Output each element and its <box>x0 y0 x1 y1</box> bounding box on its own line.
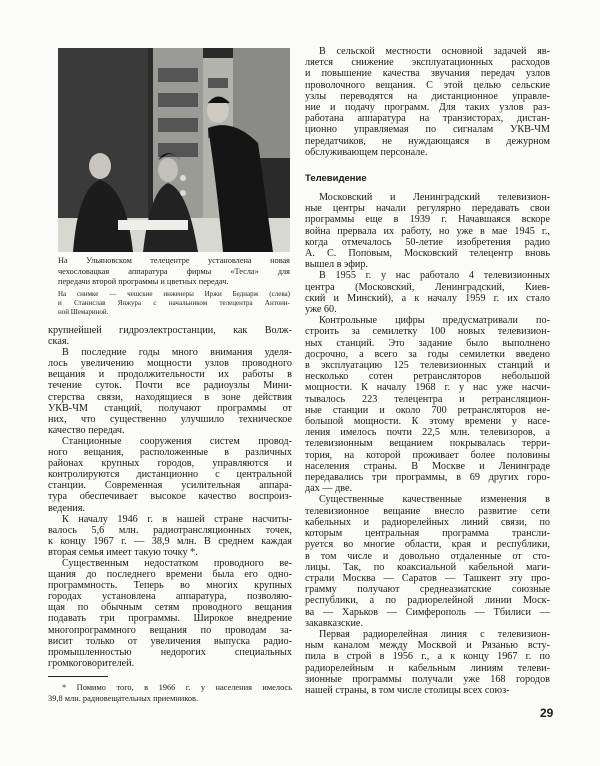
text-line: Первая радиорелейная линия с телевизион- <box>319 628 550 640</box>
text-line: Существенным недостатком проводного ве- <box>62 557 292 569</box>
text-line: городах установлена аппаратура, позволяю- <box>48 591 292 603</box>
left-column-text <box>48 325 292 669</box>
text-line: ных станций. Это задание было выполнено <box>305 337 550 349</box>
text-line: к концу 1967 г. — 38,9 млн. В среднем каждая <box>48 535 292 547</box>
paragraph <box>48 436 292 514</box>
text-line: ние и подачу программ. Для таких узлов раз- <box>305 102 550 114</box>
text-line: центра (Московский, Ленинградский, Киев- <box>305 281 550 293</box>
text-line: вторая семья имеет такую точку *. <box>48 546 198 558</box>
text-line: ская. <box>48 336 70 348</box>
text-line: передатчиков, не нуждающаяся в дежурном <box>305 135 550 147</box>
text-line: В сельской местности основной задачей яв- <box>319 46 550 57</box>
text-line: вышел в эфир. <box>305 259 369 271</box>
text-line: подавать три программы. Широкое внедрение <box>48 613 292 625</box>
text-line: щая по обычным сетям проводного вещания <box>48 602 292 614</box>
footnote-divider <box>48 676 108 677</box>
text-line: промышленностью недорогих специальных <box>48 646 292 658</box>
text-line: контролируются дистанционно с центральной <box>48 469 292 481</box>
paragraph <box>305 192 550 270</box>
text-line: УКВ-ЧМ станций, получают программы от <box>48 402 292 414</box>
text-line: которым центральная программа трансли- <box>305 528 550 540</box>
text-line: радиорелейным и кабельным линиям телеви- <box>305 662 550 674</box>
footnote-line: 39,8 млн. радиовещательных приемников. <box>48 694 199 703</box>
text-line: несколько сотен ретрансляторов небольшой <box>305 371 550 383</box>
text-line: пила в строй в 1956 г., а к концу 1967 г. по <box>305 651 550 663</box>
paragraph <box>48 514 292 558</box>
text-line: тывалось 223 телецентра и ретрансляцион- <box>305 393 550 405</box>
text-line: ционно управляемая по сигналам УКВ-ЧМ <box>305 124 550 136</box>
footnote <box>48 682 292 704</box>
text-line: течение суток. Почти все радиоузлы Мини- <box>48 380 292 392</box>
text-line: ного вещания, расположенные в различных <box>48 447 292 459</box>
text-line: передавались три программы, в 69 других горо- <box>305 472 550 484</box>
text-line: в эксплуатацию 125 телевизионных станций и <box>305 360 550 372</box>
text-line: крупнейшей гидроэлектростанции, как Волж- <box>48 325 292 336</box>
text-line: строить за семилетку 100 новых телевизион- <box>305 326 550 338</box>
subcaption-line: и Станислав Янжура с начальником телецентра Антони- <box>58 298 290 307</box>
photo-image <box>58 48 290 252</box>
text-line: многопрограммного вещания по проводам за- <box>48 624 292 636</box>
text-line: уже 60. <box>305 304 337 316</box>
caption-line: чехословацкая аппаратура фирмы «Тесла» для <box>58 266 290 276</box>
text-line: война прервала их работу, но уже в мае 1945 г., <box>305 225 550 237</box>
text-line: В последние годы много внимания уделя- <box>62 347 292 359</box>
text-line: проволочного вещания. С этой целью сельские <box>305 79 550 91</box>
photo-telecenter-equipment <box>58 48 290 252</box>
text-line: В 1955 г. у нас работало 4 телевизионных <box>319 270 550 282</box>
text-line: щания до последнего времени была его одно- <box>48 569 292 581</box>
paragraph <box>48 347 292 436</box>
text-line: досрочно, а всего за годы семилетки введено <box>305 348 550 360</box>
text-line: нашей страны, в том числе столицы всех союз- <box>305 684 510 696</box>
text-line: Московский и Ленинградский телевизион- <box>319 192 550 203</box>
paragraph <box>48 325 292 347</box>
text-line: ления имелось почти 22,5 млн. телевизоров, а <box>305 427 550 439</box>
text-line: тория, на которой проживает более половины <box>305 449 550 461</box>
text-line: программы еще в 1939 г. Начавшаяся вскоре <box>305 214 550 226</box>
text-line: Контрольные цифры предусматривали по- <box>319 315 550 327</box>
right-column-intro <box>305 46 550 158</box>
photo-subcaption <box>58 290 290 316</box>
paragraph <box>305 315 550 494</box>
subcaption-line: ной Шемариной. <box>58 307 109 316</box>
text-line: республики, а по радиорелейной линии Моск- <box>305 595 550 607</box>
text-line: в том числе и довольно отдаленные от сто- <box>305 550 550 562</box>
text-line: населения страны. В Москве и Ленинграде <box>305 460 550 472</box>
paragraph <box>305 629 550 696</box>
text-line: лось увеличению мощности узлов проводного <box>48 358 292 370</box>
page-number: 29 <box>540 706 554 720</box>
text-line: и повышение качества звучания передач узлов <box>305 68 550 80</box>
text-line: работана аппаратура на транзисторах, дистан- <box>305 113 550 125</box>
text-line: них, что существенно улучшило техническое <box>48 413 292 425</box>
text-line: станции. Современная усилительная аппара- <box>48 480 292 492</box>
subcaption-line: На снимке — чешские инженеры Иржи Беднарж (слева) <box>58 290 290 298</box>
text-line: районах крупных городов, управляются и <box>48 458 292 470</box>
paragraph <box>48 558 292 669</box>
text-line: дах — две. <box>305 483 353 495</box>
text-line: ва — Харьков — Симферополь — Тбилиси — <box>305 606 550 618</box>
text-line: вещания и продолжительности их работы в <box>48 369 292 381</box>
text-line: качество передач. <box>48 424 125 436</box>
text-line: обслуживающем персонале. <box>305 146 428 158</box>
text-line: мощности. К началу 1968 г. у нас уже насчи- <box>305 382 550 394</box>
text-line: ский и Минский), а к началу 1959 г. их стало <box>305 292 550 304</box>
text-line: ные центры начали регулярно передавать свои <box>305 203 550 215</box>
text-line: телевизионным вещанием покрывалась терри- <box>305 438 550 450</box>
text-line: Станционные сооружения систем провод- <box>62 435 292 447</box>
text-line: ляется снижение эксплуатационных расходов <box>305 57 550 69</box>
text-line: Существенные качественные изменения в <box>319 494 550 506</box>
text-line: ные станции и около 700 ретрансляторов не- <box>305 404 550 416</box>
text-line: зионные программы получали уже 168 городов <box>305 673 550 685</box>
text-line: ным каналом между Москвой и Рязанью всту- <box>305 640 550 652</box>
text-line: А. С. Поповым, Московский телецентр вновь <box>305 248 550 260</box>
footnote-line: * Помимо того, в 1966 г. у населения имелось <box>62 683 292 692</box>
photo-caption <box>58 256 290 288</box>
text-line: громкоговорителей. <box>48 657 135 669</box>
text-line: ведения. <box>48 502 85 514</box>
paragraph <box>305 46 550 158</box>
text-line: закавказские. <box>305 617 364 629</box>
text-line: большой мощности. К этому времени у насе- <box>305 416 550 428</box>
text-line: кабельных и радиорелейных линий связи, по <box>305 516 550 528</box>
text-line: программность. Теперь во многих крупных <box>48 580 292 592</box>
text-line: тура обеспечивает высокое качество воспроиз- <box>48 491 292 503</box>
paragraph <box>305 494 550 628</box>
section-heading-television: Телевидение <box>305 173 367 184</box>
text-line: телевизионное вещание внесло развитие сети <box>305 505 550 517</box>
text-line: руется во многие области, края и республики, <box>305 539 550 551</box>
right-column-text <box>305 192 550 696</box>
text-line: грамму получают среднеазиатские союзные <box>305 584 550 596</box>
text-line: К началу 1946 г. в нашей стране насчиты- <box>62 513 292 525</box>
text-line: страли Москва — Саратов — Ташкент эту про- <box>305 572 550 584</box>
text-line: узлы переводятся на дистанционное управле- <box>305 90 550 102</box>
text-line: стерства связи, находящиеся в зоне действия <box>48 391 292 403</box>
caption-line: На Ульяновском телецентре установлена новая <box>58 256 290 265</box>
text-line: когда отмечалось 50-летие изобретения радио <box>305 236 550 248</box>
text-line: лицы. Так, по коаксиальной кабельной маги- <box>305 561 550 573</box>
caption-line: передачи второй программы и цветных передач. <box>58 277 229 287</box>
text-line: валось 5,6 млн. радиотрансляционных точек, <box>48 524 292 536</box>
paragraph <box>305 270 550 315</box>
text-line: висит только от увеличения выпуска радио- <box>48 635 292 647</box>
